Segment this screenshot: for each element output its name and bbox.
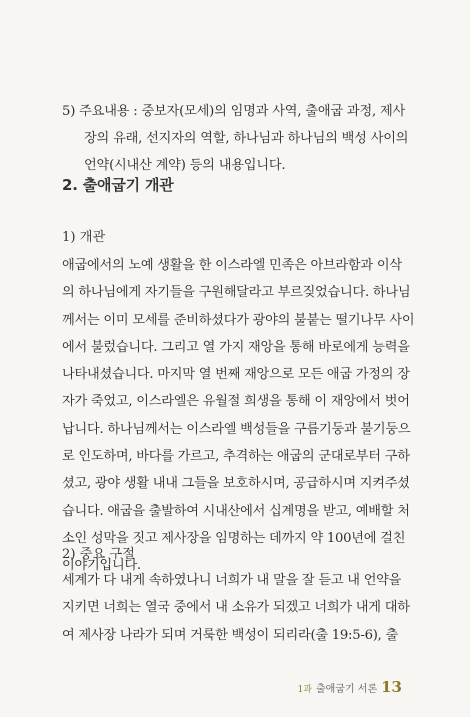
item5-line-2: 장의 유래, 선지자의 역할, 하나님과 하나님의 백성 사이의: [84, 131, 409, 146]
subsection1-paragraph: [62, 252, 415, 580]
footer-title: 출애굽기 서론: [315, 684, 378, 695]
paragraph-line: 애굽에서의 노예 생활을 한 이스라엘 민족은 아브라함과 이삭: [62, 258, 402, 273]
paragraph-line: 이야기입니다.: [62, 558, 141, 574]
footer-chapter: 1과: [297, 685, 312, 695]
paragraph-line: 소인 성막을 짓고 제사장을 임명하는 데까지 약 100년에 걸친: [62, 530, 406, 546]
paragraph-line: 나타내셨습니다. 마지막 열 번째 재앙으로 모든 애굽 가정의 장: [62, 367, 410, 383]
subsection2-paragraph: [62, 567, 410, 649]
paragraph-line: 의 하나님에게 자기들을 구원해달라고 부르짖었습니다. 하나님: [62, 285, 411, 301]
paragraph-line: 셨고, 광야 생활 내내 그들을 보호하시며, 공급하시며 지켜주셨: [62, 476, 410, 492]
paragraph-line: 여 제사장 나라가 되며 거룩한 백성이 되리라(출 19:5-6), 출: [62, 627, 399, 643]
subsection1-heading: 1) 개관: [62, 230, 106, 245]
paragraph-line: 습니다. 애굽을 출발하여 시내산에서 십계명을 받고, 예배할 처: [62, 503, 410, 519]
paragraph-line: 께서는 이미 모세를 준비하셨다가 광야의 불붙는 떨기나무 사이: [62, 312, 415, 328]
paragraph-line: 지키면 너희는 열국 중에서 내 소유가 되겠고 너희가 내게 대하: [62, 600, 410, 616]
item5-line-1: 5) 주요내용 : 중보자(모세)의 임명과 사역, 출애굽 과정, 제사: [62, 104, 406, 119]
page-footer: [298, 678, 402, 696]
section-title: 2. 출애굽기 개관: [62, 176, 174, 194]
item5-main-contents: [62, 98, 409, 179]
paragraph-line: 납니다. 하나님께서는 이스라엘 백성들을 구름기둥과 불기둥으: [62, 421, 411, 437]
subsection2-heading: 2) 중요 구절: [62, 547, 135, 562]
page-number: 13: [381, 678, 402, 696]
paragraph-line: 로 인도하며, 바다를 가르고, 추격하는 애굽의 군대로부터 구하: [62, 449, 410, 465]
paragraph-line: 세계가 다 내게 속하였나니 너희가 내 말을 잘 듣고 내 언약을: [62, 573, 402, 588]
paragraph-line: 에서 불렀습니다. 그리고 열 가지 재앙을 통해 바로에게 능력을: [62, 339, 410, 355]
item5-line-3: 언약(시내산 계약) 등의 내용입니다.: [84, 158, 286, 173]
paragraph-line: 자가 죽었고, 이스라엘은 유월절 희생을 통해 이 재앙에서 벗어: [62, 394, 410, 410]
